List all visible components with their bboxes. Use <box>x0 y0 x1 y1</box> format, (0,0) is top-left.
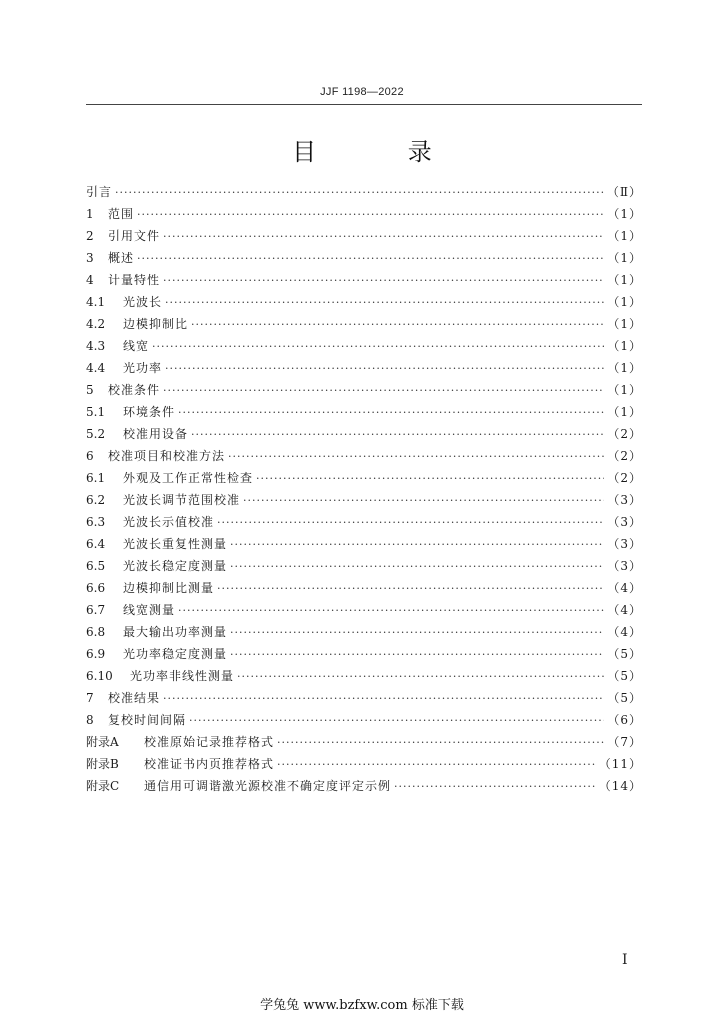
toc-entry[interactable] <box>86 203 642 225</box>
toc-entry[interactable] <box>86 599 642 621</box>
toc-entry-title: 复校时间间隔 <box>108 713 187 727</box>
toc-entry-number: 4.1 <box>86 295 106 309</box>
toc-dot-leader <box>256 468 604 490</box>
toc-dot-leader <box>137 204 604 226</box>
toc-entry[interactable] <box>86 577 642 599</box>
toc-entry-page: （14） <box>598 779 642 793</box>
standard-code-header: JJF 1198—2022 <box>320 86 404 98</box>
toc-entry-page: （4） <box>607 581 642 595</box>
toc-entry-page: （1） <box>607 207 642 221</box>
toc-entry-page: （1） <box>607 273 642 287</box>
toc-entry-page: （11） <box>598 757 642 771</box>
toc-entry-title: 边模抑制比测量 <box>123 581 215 595</box>
toc-title: 目 录 <box>292 138 474 166</box>
toc-entry-number: 附录C <box>86 779 120 793</box>
toc-entry-page: （1） <box>607 317 642 331</box>
toc-entry-number: 6.5 <box>86 559 106 573</box>
toc-entry-title: 光波长重复性测量 <box>123 537 228 551</box>
toc-entry[interactable] <box>86 181 642 203</box>
toc-dot-leader <box>243 490 604 512</box>
toc-entry-number: 5.1 <box>86 405 106 419</box>
toc-entry[interactable] <box>86 643 642 665</box>
toc-entry-number: 4.4 <box>86 361 106 375</box>
toc-dot-leader <box>163 380 604 402</box>
toc-entry[interactable] <box>86 379 642 401</box>
toc-entry-number: 5 <box>86 383 94 397</box>
toc-entry-page: （2） <box>607 471 642 485</box>
toc-entry-number: 6.1 <box>86 471 106 485</box>
header-rule <box>86 104 642 105</box>
toc-entry-title: 光功率 <box>123 361 163 375</box>
toc-dot-leader <box>163 688 604 710</box>
toc-entry-number: 6.6 <box>86 581 106 595</box>
toc-entry[interactable] <box>86 357 642 379</box>
toc-dot-leader <box>217 578 604 600</box>
toc-entry-title: 概述 <box>108 251 135 265</box>
toc-entry-title: 最大输出功率测量 <box>123 625 228 639</box>
toc-entry[interactable] <box>86 269 642 291</box>
toc-entry-number: 4 <box>86 273 94 287</box>
toc-entry-title: 边模抑制比 <box>123 317 189 331</box>
toc-entry-number: 6.7 <box>86 603 106 617</box>
toc-entry-page: （1） <box>607 405 642 419</box>
toc-entry-title: 校准项目和校准方法 <box>108 449 226 463</box>
toc-entry-number: 6.3 <box>86 515 106 529</box>
toc-dot-leader <box>163 270 604 292</box>
toc-entry[interactable] <box>86 291 642 313</box>
toc-entry-number: 7 <box>86 691 94 705</box>
toc-entry-page: （7） <box>607 735 642 749</box>
toc-dot-leader <box>191 424 604 446</box>
toc-entry[interactable] <box>86 511 642 533</box>
toc-entry[interactable] <box>86 335 642 357</box>
toc-entry-page: （1） <box>607 229 642 243</box>
toc-dot-leader <box>178 600 604 622</box>
toc-entry-title: 校准原始记录推荐格式 <box>144 735 275 749</box>
toc-entry-title: 通信用可调谐激光源校准不确定度评定示例 <box>144 779 392 793</box>
toc-entry[interactable] <box>86 225 642 247</box>
toc-entry-title: 校准证书内页推荐格式 <box>144 757 275 771</box>
toc-dot-leader <box>237 666 604 688</box>
toc-entry-page: （5） <box>607 669 642 683</box>
toc-entry[interactable] <box>86 775 642 797</box>
toc-dot-leader <box>277 732 604 754</box>
toc-entry-title: 外观及工作正常性检查 <box>123 471 254 485</box>
toc-entry[interactable] <box>86 247 642 269</box>
toc-dot-leader <box>189 710 604 732</box>
toc-entry-number: 6.2 <box>86 493 106 507</box>
toc-entry[interactable] <box>86 687 642 709</box>
toc-entry[interactable] <box>86 621 642 643</box>
toc-entry-page: （4） <box>607 603 642 617</box>
toc-entry[interactable] <box>86 489 642 511</box>
toc-entry[interactable] <box>86 467 642 489</box>
toc-entry-number: 3 <box>86 251 94 265</box>
toc-entry[interactable] <box>86 731 642 753</box>
toc-entry-page: （1） <box>607 251 642 265</box>
toc-dot-leader <box>165 292 604 314</box>
toc-entry-title: 线宽 <box>123 339 150 353</box>
toc-dot-leader <box>230 622 604 644</box>
toc-entry-number: 6.8 <box>86 625 106 639</box>
toc-entry-title: 光功率非线性测量 <box>130 669 235 683</box>
toc-entry-title: 光功率稳定度测量 <box>123 647 228 661</box>
toc-entry-title: 引用文件 <box>108 229 161 243</box>
toc-dot-leader <box>230 534 604 556</box>
toc-entry[interactable] <box>86 709 642 731</box>
toc-entry-title: 光波长稳定度测量 <box>123 559 228 573</box>
toc-entry-title: 范围 <box>108 207 135 221</box>
toc-entry[interactable] <box>86 665 642 687</box>
toc-dot-leader <box>191 314 604 336</box>
toc-entry-page: （1） <box>607 339 642 353</box>
toc-entry-page: （3） <box>607 493 642 507</box>
toc-entry[interactable] <box>86 423 642 445</box>
page-number: Ⅰ <box>622 952 628 968</box>
toc-entry-page: （2） <box>607 427 642 441</box>
toc-entry-title: 光波长示值校准 <box>123 515 215 529</box>
toc-dot-leader <box>137 248 604 270</box>
toc-entry[interactable] <box>86 401 642 423</box>
footer-watermark: 学兔兔 www.bzfxw.com 标准下载 <box>260 998 464 1013</box>
toc-entry-title: 光波长 <box>123 295 163 309</box>
toc-dot-leader <box>277 754 596 776</box>
toc-dot-leader <box>230 644 604 666</box>
toc-entry[interactable] <box>86 753 642 775</box>
toc-entry-number: 附录A <box>86 735 119 749</box>
toc-entry-page: （Ⅱ） <box>606 185 642 199</box>
toc-entry-number: 4.2 <box>86 317 106 331</box>
toc-entry-title: 线宽测量 <box>123 603 176 617</box>
toc-entry-number: 2 <box>86 229 94 243</box>
toc-entry-number: 8 <box>86 713 94 727</box>
toc-entry-title: 引言 <box>86 185 113 199</box>
toc-entry-number: 1 <box>86 207 94 221</box>
toc-dot-leader <box>152 336 604 358</box>
toc-entry[interactable] <box>86 533 642 555</box>
toc-entry-number: 6.4 <box>86 537 106 551</box>
toc-entry[interactable] <box>86 555 642 577</box>
toc-entry-page: （5） <box>607 691 642 705</box>
toc-dot-leader <box>217 512 604 534</box>
toc-dot-leader <box>165 358 604 380</box>
toc-entry[interactable] <box>86 313 642 335</box>
toc-entry-number: 6.10 <box>86 669 113 683</box>
toc-entry-page: （6） <box>607 713 642 727</box>
toc-entry-page: （3） <box>607 537 642 551</box>
toc-entry-number: 6 <box>86 449 94 463</box>
toc-dot-leader <box>394 776 596 798</box>
toc-dot-leader <box>178 402 604 424</box>
toc-dot-leader <box>115 182 604 204</box>
toc-entry-number: 6.9 <box>86 647 106 661</box>
toc-entry-number: 4.3 <box>86 339 106 353</box>
toc-entry-title: 校准条件 <box>108 383 161 397</box>
toc-entry-title: 校准用设备 <box>123 427 189 441</box>
table-of-contents <box>86 181 642 797</box>
toc-dot-leader <box>163 226 604 248</box>
toc-entry-page: （1） <box>607 383 642 397</box>
toc-entry-number: 附录B <box>86 757 119 771</box>
toc-entry-title: 计量特性 <box>108 273 161 287</box>
toc-entry-page: （4） <box>607 625 642 639</box>
toc-entry-title: 环境条件 <box>123 405 176 419</box>
toc-entry-page: （3） <box>607 559 642 573</box>
toc-entry-page: （1） <box>607 361 642 375</box>
toc-entry[interactable] <box>86 445 642 467</box>
toc-entry-page: （1） <box>607 295 642 309</box>
toc-entry-page: （5） <box>607 647 642 661</box>
toc-entry-title: 校准结果 <box>108 691 161 705</box>
toc-entry-page: （3） <box>607 515 642 529</box>
toc-entry-title: 光波长调节范围校准 <box>123 493 241 507</box>
toc-entry-page: （2） <box>607 449 642 463</box>
toc-dot-leader <box>228 446 604 468</box>
toc-entry-number: 5.2 <box>86 427 106 441</box>
toc-dot-leader <box>230 556 604 578</box>
